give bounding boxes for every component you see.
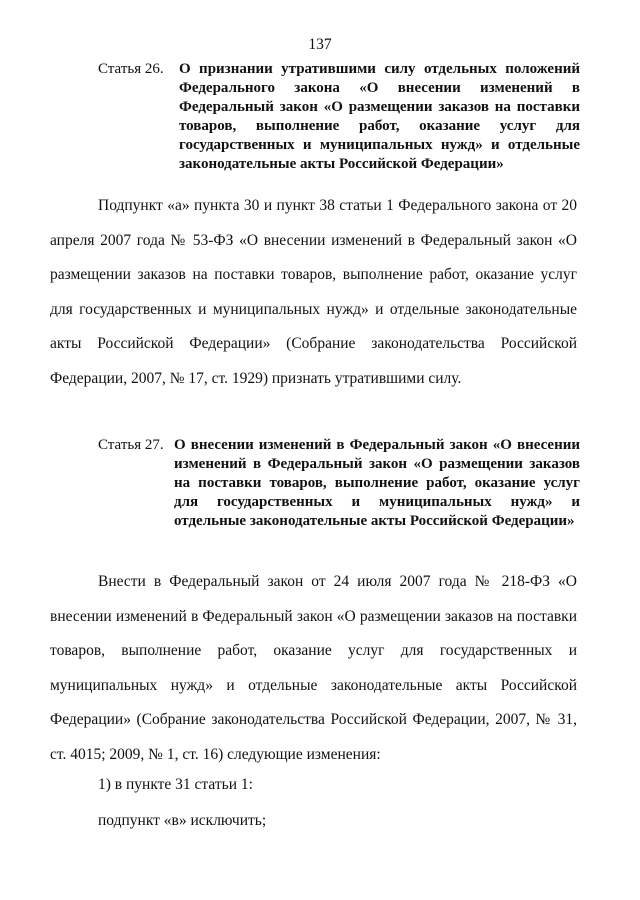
- article-27-item-1: 1) в пункте 31 статьи 1:: [98, 776, 253, 793]
- article-26-heading: [98, 60, 580, 174]
- page-number: 137: [308, 36, 332, 53]
- article-27-label: Статья 27.: [98, 437, 164, 453]
- article-27-body: Внести в Федеральный закон от 24 июля 2007 года № 218-ФЗ «О внесении изменений в Федеральный закон «О размещении заказов на поставки товаров, выполнение работ, оказание услуг для государственных и муниципальных нужд» и отдельные законодательные акты Российской Федерации» (Собрание законодательства Российской Федерации, 2007, № 31, ст. 4015; 2009, № 1, ст. 16) следующие изменения:: [50, 573, 577, 763]
- article-26-body: Подпункт «а» пункта 30 и пункт 38 статьи 1 Федерального закона от 20 апреля 2007 года № 53-ФЗ «О внесении изменений в Федеральный закон «О размещении заказов на поставки товаров, выполнение работ, оказание услуг для государственных и муниципальных нужд» и отдельные законодательные акты Российской Федерации» (Собрание законодательства Российской Федерации, 2007, № 17, ст. 1929) признать утратившими силу.: [50, 197, 577, 387]
- article-27-title: О внесении изменений в Федеральный закон «О внесении изменений в Федеральный закон «О размещении заказов на поставки товаров, выполнение работ, оказание услуг для государственных и муниципальных нужд» и отдельные законодательные акты Российской Федерации»: [174, 437, 580, 529]
- article-27-item-2: подпункт «в» исключить;: [98, 812, 267, 829]
- article-26-title: О признании утратившими силу отдельных положений Федерального закона «О внесении изменений в Федеральный закон «О размещении заказов на поставки товаров, выполнение работ, оказание услуг для государственных и муниципальных нужд» и отдельные законодательные акты Российской Федерации»: [179, 61, 580, 172]
- article-26-label: Статья 26.: [98, 61, 164, 77]
- article-27-heading: [98, 436, 580, 531]
